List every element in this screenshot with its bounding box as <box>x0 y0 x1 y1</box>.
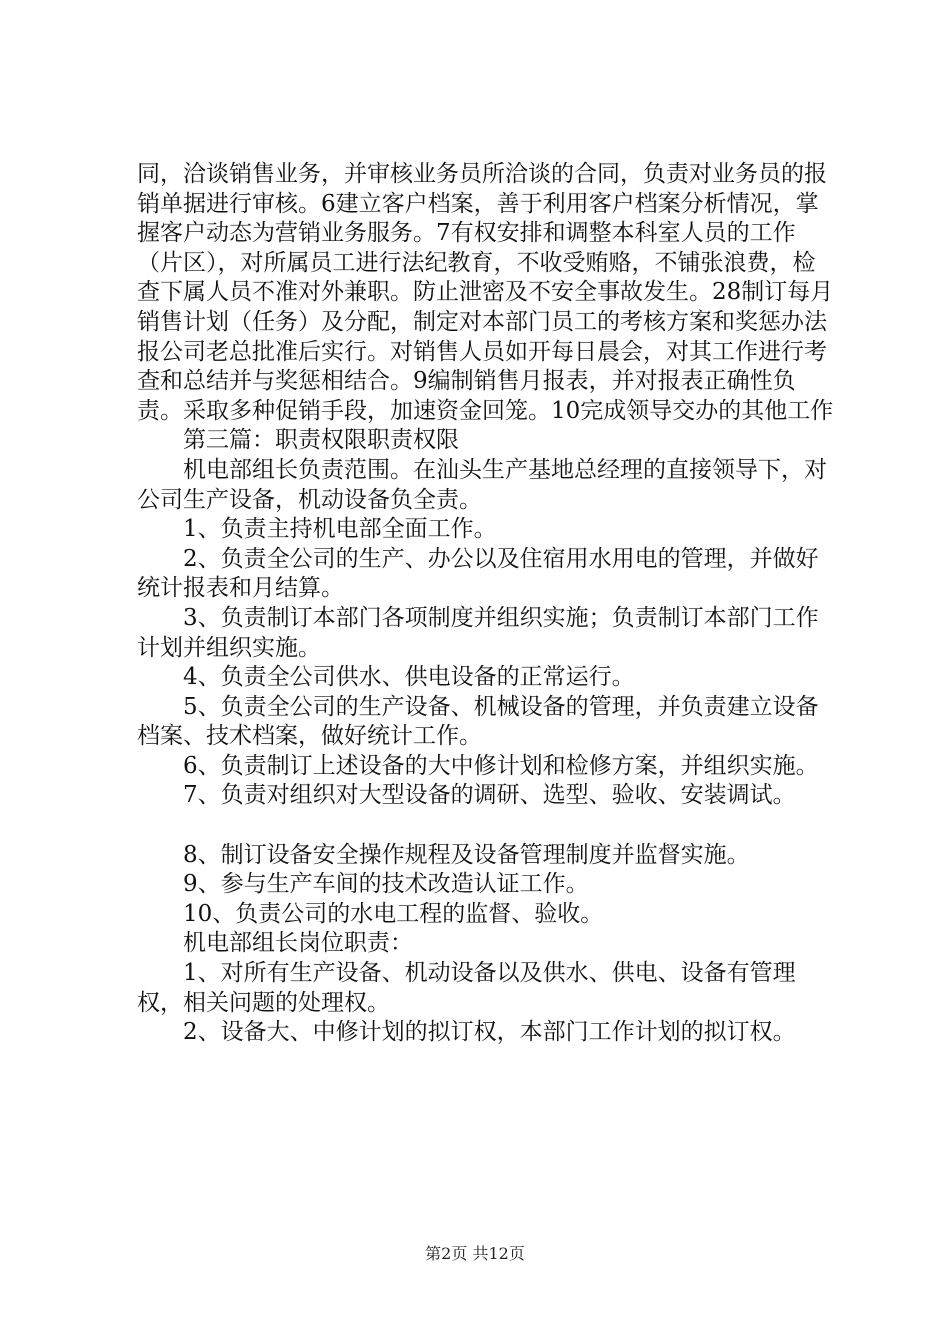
list-item-6: 6、负责制订上述设备的大中修计划和检修方案，并组织实施。 <box>183 752 819 779</box>
authority-item-1: 1、对所有生产设备、机动设备以及供水、供电、设备有管理权，相关问题的处理权。 <box>137 960 796 1016</box>
list-item-10: 10、负责公司的水电工程的监督、验收。 <box>183 900 604 927</box>
page-total: 共12页 <box>472 1244 525 1263</box>
page-number: 第2页 <box>425 1244 468 1263</box>
list-item-4: 4、负责全公司供水、供电设备的正常运行。 <box>183 664 635 691</box>
blank-line <box>137 811 837 841</box>
subsection-heading: 机电部组长岗位职责： <box>183 930 413 957</box>
section-heading: 第三篇：职责权限职责权限 <box>183 427 459 454</box>
document-body <box>137 160 837 1048</box>
authority-item-2: 2、设备大、中修计划的拟订权，本部门工作计划的拟订权。 <box>183 1019 796 1046</box>
paragraph-sales-duties-continued: 同，洽谈销售业务，并审核业务员所洽谈的合同，负责对业务员的报销单据进行审核。6建立客户档案，善于利用客户档案分析情况，掌握客户动态为营销业务服务。7有权安排和调整本科室人员的工作（片区），对所属员工进行法纪教育，不收受贿赂，不铺张浪费，检查下属人员不准对外兼职。防止泄密及不安全事故发生。28制订每月销售计划（任务）及分配，制定对本部门员工的考核方案和奖惩办法报公司老总批准后实行。对销售人员如开每日晨会，对其工作进行考查和总结并与奖惩相结合。9编制销售月报表，并对报表正确性负责。采取多种促销手段，加速资金回笼。10完成领导交办的其他工作 <box>137 161 834 424</box>
paragraph-scope: 机电部组长负责范围。在汕头生产基地总经理的直接领导下，对公司生产设备，机动设备负全责。 <box>137 456 827 513</box>
list-item-3: 3、负责制订本部门各项制度并组织实施；负责制订本部门工作计划并组织实施。 <box>137 604 819 661</box>
page-footer <box>0 1244 950 1264</box>
list-item-5: 5、负责全公司的生产设备、机械设备的管理，并负责建立设备档案、技术档案，做好统计工作。 <box>137 693 819 750</box>
list-item-2: 2、负责全公司的生产、办公以及住宿用水用电的管理，并做好统计报表和月结算。 <box>137 545 819 602</box>
list-item-9: 9、参与生产车间的技术改造认证工作。 <box>183 871 589 898</box>
list-item-8: 8、制订设备安全操作规程及设备管理制度并监督实施。 <box>183 841 750 868</box>
list-item-1: 1、负责主持机电部全面工作。 <box>183 516 497 543</box>
list-item-7: 7、负责对组织对大型设备的调研、选型、验收、安装调试。 <box>183 782 796 809</box>
